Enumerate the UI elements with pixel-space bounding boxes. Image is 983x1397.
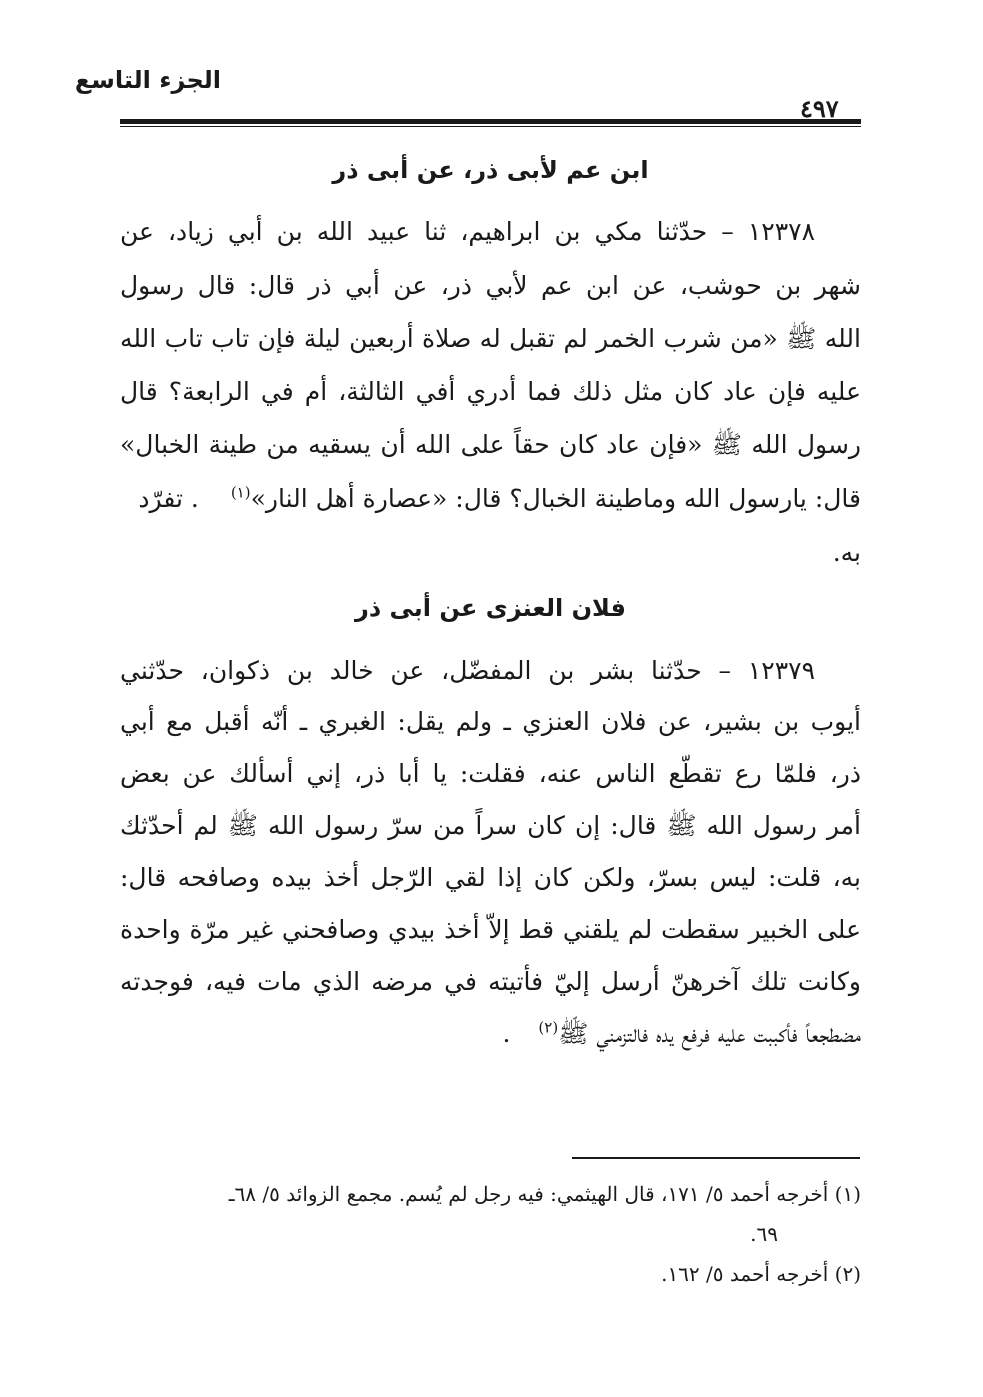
hadith-line xyxy=(120,483,861,515)
hadith-line: ١٢٣٧٨ – حدّثنا مكي بن ابراهيم، ثنا عبيد الله بن أبي زياد، عن xyxy=(120,217,815,246)
hadith-line: أمر رسول الله ﷺ قال: إن كان سراً من سرّ رسول الله ﷺ لم أحدّثك xyxy=(120,811,861,840)
hadith-line: أيوب بن بشير، عن فلان العنزي ـ ولم يقل: الغبري ـ أنّه أقبل مع أبي xyxy=(120,707,861,736)
hadith-line: رسول الله ﷺ «فإن عاد كان حقاً على الله أن يسقيه من طينة الخبال» xyxy=(120,430,861,459)
footnote-1-cont: ٦٩. xyxy=(750,1222,778,1246)
section-title: فلان العنزى عن أبى ذر xyxy=(355,594,626,622)
section-title: ابن عم لأبى ذر، عن أبى ذر xyxy=(332,156,649,184)
hadith-text-tail: . تفرّد xyxy=(138,484,199,513)
footnote-2: (٢) أخرجه أحمد ٥/ ١٦٢. xyxy=(661,1262,861,1286)
hadith-line: وكانت تلك آخرهنّ أرسل إليّ فأتيته في مرضه الذي مات فيه، فوجدته xyxy=(120,967,861,996)
hadith-text-tail: . xyxy=(502,1019,511,1048)
footnote-marker: (١) xyxy=(230,483,251,502)
footnote-marker: (٢) xyxy=(538,1018,559,1037)
footnote-1: (١) أخرجه أحمد ٥/ ١٧١، قال الهيثمي: فيه رجل لم يُسم. مجمع الزوائد ٥/ ٦٨ـ xyxy=(228,1182,861,1206)
hadith-line: الله ﷺ «من شرب الخمر لم تقبل له صلاة أربعين ليلة فإن تاب تاب الله xyxy=(120,324,861,353)
hadith-line: به، قلت: ليس بسرّ، ولكن كان إذا لقي الرّجل أخذ بيده وصافحه قال: xyxy=(120,863,861,892)
hadith-line: به. xyxy=(832,538,861,567)
page-number: ٤٩٧ xyxy=(800,94,839,123)
header-rule xyxy=(120,119,861,127)
hadith-line: شهر بن حوشب، عن ابن عم لأبي ذر، عن أبي ذر قال: قال رسول xyxy=(120,271,862,300)
hadith-line: عليه فإن عاد كان مثل ذلك فما أدري أفي الثالثة، أم في الرابعة؟ قال xyxy=(120,377,861,406)
footnote-rule xyxy=(572,1157,860,1159)
hadith-text: مضطجعاً فأكببت عليه فرفع يده فالتزمني ﷺ xyxy=(558,1019,861,1048)
hadith-line: ذر، فلمّا رع تقطّع الناس عنه، فقلت: يا أبا ذر، إني أسألك عن بعض xyxy=(120,759,861,788)
hadith-line: على الخبير سقطت لم يلقني قط إلاّ أخذ بيدي وصافحني غير مرّة واحدة xyxy=(120,915,861,944)
hadith-line: ١٢٣٧٩ – حدّثنا بشر بن المفضّل، عن خالد بن ذكوان، حدّثني xyxy=(120,656,815,685)
hadith-line xyxy=(120,1018,861,1050)
hadith-text: قال: يارسول الله وماطينة الخبال؟ قال: «عصارة أهل النار» xyxy=(250,484,861,513)
running-title: الجزء التاسع xyxy=(74,66,221,94)
